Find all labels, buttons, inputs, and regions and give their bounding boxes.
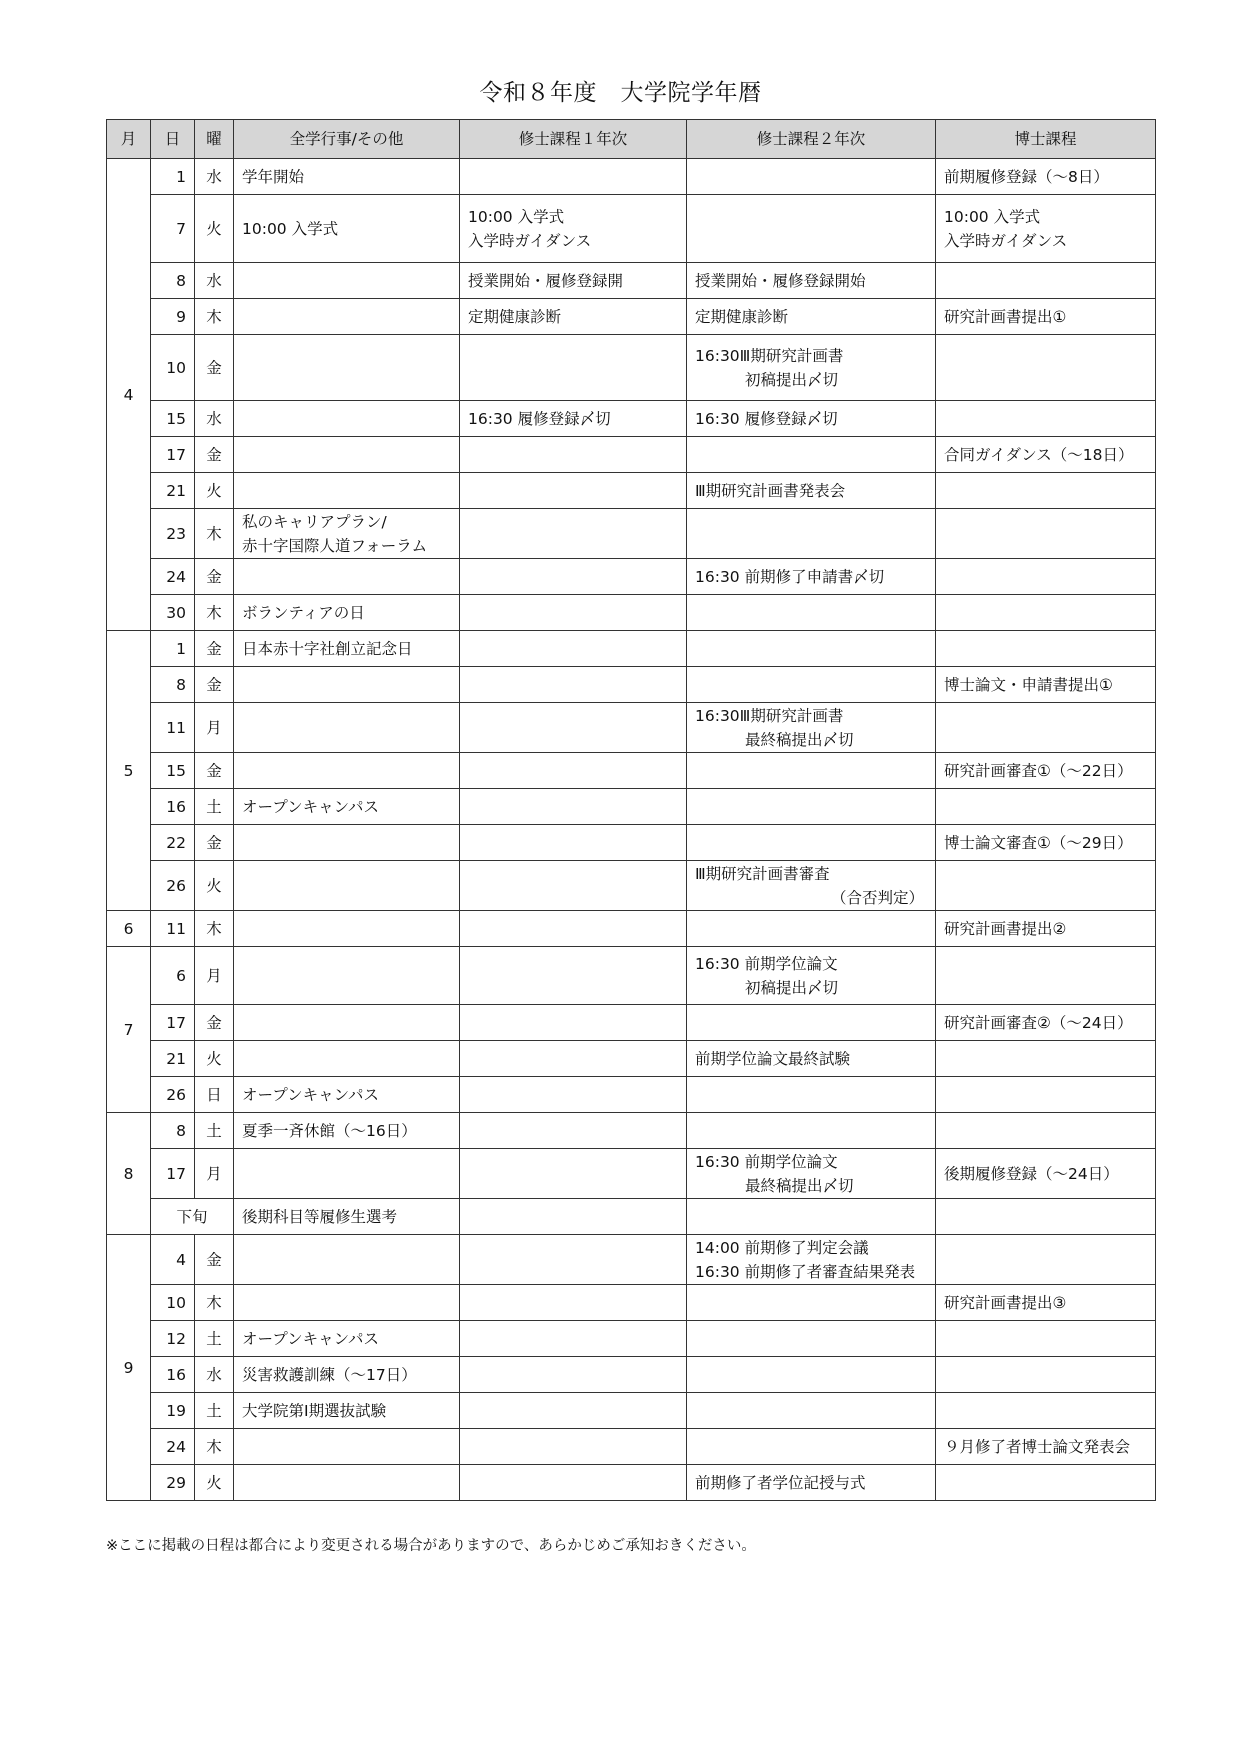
event-cell-university-events <box>234 753 460 789</box>
event-cell-university-events <box>234 631 460 667</box>
event-cell-doctoral <box>936 1429 1156 1465</box>
event-cell-university-events <box>234 509 460 559</box>
month-cell: 9 <box>107 1235 151 1501</box>
event-cell-master-year1 <box>460 1113 687 1149</box>
event-cell-university-events <box>234 861 460 911</box>
event-cell-university-events <box>234 1005 460 1041</box>
event-text: 博士論文審査①（～29日） <box>944 833 1133 852</box>
event-cell-master-year1 <box>460 1149 687 1199</box>
day-cell: 8 <box>151 1113 195 1149</box>
event-cell-master-year1 <box>460 947 687 1005</box>
weekday-cell: 水 <box>195 1357 234 1393</box>
day-cell: 11 <box>151 703 195 753</box>
day-cell: 15 <box>151 401 195 437</box>
event-cell-university-events <box>234 1199 460 1235</box>
event-cell-doctoral <box>936 195 1156 263</box>
table-row <box>107 789 1156 825</box>
table-row <box>107 911 1156 947</box>
event-text: ボランティアの日 <box>242 603 365 622</box>
day-cell: 24 <box>151 1429 195 1465</box>
weekday-cell: 火 <box>195 1465 234 1501</box>
event-cell-university-events <box>234 299 460 335</box>
event-cell-master-year2 <box>687 753 936 789</box>
weekday-cell: 木 <box>195 1285 234 1321</box>
event-cell-master-year2 <box>687 559 936 595</box>
event-cell-master-year1 <box>460 195 687 263</box>
table-row <box>107 335 1156 401</box>
event-cell-master-year1 <box>460 595 687 631</box>
event-text: 授業開始・履修登録開 <box>468 271 624 290</box>
calendar-body <box>107 159 1156 1501</box>
event-cell-university-events <box>234 595 460 631</box>
day-cell: 6 <box>151 947 195 1005</box>
event-text: （合否判定） <box>831 888 925 907</box>
event-text: オープンキャンパス <box>242 1329 380 1348</box>
event-cell-doctoral <box>936 1321 1156 1357</box>
event-cell-doctoral <box>936 263 1156 299</box>
weekday-cell: 水 <box>195 159 234 195</box>
table-row <box>107 195 1156 263</box>
event-text: オープンキャンパス <box>242 797 380 816</box>
event-cell-master-year2 <box>687 299 936 335</box>
day-cell: 16 <box>151 1357 195 1393</box>
day-cell: 15 <box>151 753 195 789</box>
event-cell-master-year1 <box>460 1041 687 1077</box>
weekday-cell: 水 <box>195 263 234 299</box>
event-cell-master-year2 <box>687 1429 936 1465</box>
event-cell-master-year1 <box>460 703 687 753</box>
month-cell: 5 <box>107 631 151 911</box>
event-cell-doctoral <box>936 159 1156 195</box>
day-cell: 24 <box>151 559 195 595</box>
event-text: 研究計画書提出③ <box>944 1293 1067 1312</box>
day-cell: 4 <box>151 1235 195 1285</box>
table-row <box>107 263 1156 299</box>
event-cell-master-year2 <box>687 1465 936 1501</box>
day-cell: 22 <box>151 825 195 861</box>
weekday-cell: 木 <box>195 911 234 947</box>
event-cell-master-year1 <box>460 335 687 401</box>
day-cell: 17 <box>151 1149 195 1199</box>
event-cell-master-year1 <box>460 825 687 861</box>
event-cell-master-year1 <box>460 437 687 473</box>
header-row <box>107 120 1156 159</box>
event-text: 定期健康診断 <box>468 307 562 326</box>
event-cell-university-events <box>234 825 460 861</box>
event-text: 学年開始 <box>242 167 305 186</box>
day-cell: 1 <box>151 159 195 195</box>
event-text: 16:30Ⅲ期研究計画書 <box>695 706 844 725</box>
weekday-cell: 火 <box>195 1041 234 1077</box>
table-row <box>107 947 1156 1005</box>
event-text: 10:00 入学式 <box>944 207 1041 226</box>
event-text: 10:00 入学式 <box>242 219 339 238</box>
day-cell: 16 <box>151 789 195 825</box>
event-text: 16:30 履修登録〆切 <box>695 409 838 428</box>
event-cell-master-year1 <box>460 753 687 789</box>
event-cell-doctoral <box>936 401 1156 437</box>
weekday-cell: 金 <box>195 1005 234 1041</box>
day-cell: 17 <box>151 437 195 473</box>
event-cell-doctoral <box>936 595 1156 631</box>
event-cell-university-events <box>234 1393 460 1429</box>
event-cell-master-year1 <box>460 299 687 335</box>
event-cell-doctoral <box>936 1041 1156 1077</box>
event-cell-master-year2 <box>687 335 936 401</box>
event-cell-master-year1 <box>460 631 687 667</box>
event-cell-university-events <box>234 159 460 195</box>
academic-calendar-table <box>106 119 1156 1501</box>
day-cell: 10 <box>151 1285 195 1321</box>
event-text: 合同ガイダンス（～18日） <box>944 445 1134 464</box>
weekday-cell: 火 <box>195 473 234 509</box>
event-cell-master-year1 <box>460 263 687 299</box>
header-master-year1: 修士課程１年次 <box>460 120 687 159</box>
event-cell-master-year2 <box>687 1321 936 1357</box>
table-row <box>107 861 1156 911</box>
table-row <box>107 825 1156 861</box>
event-cell-university-events <box>234 911 460 947</box>
table-row <box>107 595 1156 631</box>
day-cell: 8 <box>151 667 195 703</box>
event-cell-master-year1 <box>460 789 687 825</box>
event-cell-doctoral <box>936 753 1156 789</box>
event-text: 赤十字国際人道フォーラム <box>242 536 428 555</box>
event-cell-master-year2 <box>687 159 936 195</box>
event-cell-university-events <box>234 1357 460 1393</box>
weekday-cell: 金 <box>195 753 234 789</box>
event-text: 16:30Ⅲ期研究計画書 <box>695 346 844 365</box>
event-cell-master-year2 <box>687 1357 936 1393</box>
event-text: 前期修了者学位記授与式 <box>695 1473 866 1492</box>
table-row <box>107 1199 1156 1235</box>
event-text: 入学時ガイダンス <box>468 231 592 250</box>
event-cell-master-year2 <box>687 1149 936 1199</box>
event-text: 最終稿提出〆切 <box>745 1176 854 1195</box>
event-cell-doctoral <box>936 473 1156 509</box>
event-cell-master-year2 <box>687 631 936 667</box>
event-cell-master-year2 <box>687 703 936 753</box>
event-cell-university-events <box>234 1429 460 1465</box>
event-cell-master-year1 <box>460 861 687 911</box>
weekday-cell: 金 <box>195 825 234 861</box>
event-cell-university-events <box>234 559 460 595</box>
table-row <box>107 1393 1156 1429</box>
weekday-cell: 月 <box>195 1149 234 1199</box>
event-cell-master-year2 <box>687 1077 936 1113</box>
table-row <box>107 1429 1156 1465</box>
day-cell: 21 <box>151 1041 195 1077</box>
table-row <box>107 437 1156 473</box>
table-row <box>107 509 1156 559</box>
event-cell-master-year1 <box>460 1285 687 1321</box>
event-cell-doctoral <box>936 667 1156 703</box>
event-text: 16:30 前期学位論文 <box>695 954 838 973</box>
day-cell: 1 <box>151 631 195 667</box>
event-cell-doctoral <box>936 1005 1156 1041</box>
weekday-cell: 日 <box>195 1077 234 1113</box>
weekday-cell: 土 <box>195 789 234 825</box>
event-cell-university-events <box>234 401 460 437</box>
table-row <box>107 1357 1156 1393</box>
day-cell: 10 <box>151 335 195 401</box>
weekday-cell: 木 <box>195 299 234 335</box>
table-row <box>107 401 1156 437</box>
event-cell-doctoral <box>936 1199 1156 1235</box>
event-cell-doctoral <box>936 1113 1156 1149</box>
day-cell: 19 <box>151 1393 195 1429</box>
table-row <box>107 1113 1156 1149</box>
day-cell: 17 <box>151 1005 195 1041</box>
event-text: 初稿提出〆切 <box>745 370 839 389</box>
weekday-cell: 土 <box>195 1321 234 1357</box>
weekday-cell: 金 <box>195 631 234 667</box>
day-cell: 29 <box>151 1465 195 1501</box>
event-text: 夏季一斉休館（～16日） <box>242 1121 417 1140</box>
event-text: 16:30 前期修了申請書〆切 <box>695 567 885 586</box>
event-cell-master-year1 <box>460 1005 687 1041</box>
event-cell-university-events <box>234 1235 460 1285</box>
weekday-cell: 金 <box>195 437 234 473</box>
event-cell-master-year2 <box>687 825 936 861</box>
event-text: 16:30 前期修了者審査結果発表 <box>695 1262 916 1281</box>
event-cell-doctoral <box>936 1235 1156 1285</box>
event-cell-university-events <box>234 667 460 703</box>
event-cell-doctoral <box>936 789 1156 825</box>
event-text: 研究計画審査②（～24日） <box>944 1013 1133 1032</box>
event-text: 後期科目等履修生選考 <box>242 1207 398 1226</box>
event-text: Ⅲ期研究計画書審査 <box>695 864 830 883</box>
header-university-events: 全学行事/その他 <box>234 120 460 159</box>
event-text: 授業開始・履修登録開始 <box>695 271 866 290</box>
event-cell-master-year1 <box>460 1393 687 1429</box>
weekday-cell: 木 <box>195 509 234 559</box>
weekday-cell: 木 <box>195 595 234 631</box>
event-cell-university-events <box>234 437 460 473</box>
event-cell-doctoral <box>936 703 1156 753</box>
day-cell: 9 <box>151 299 195 335</box>
event-cell-master-year2 <box>687 667 936 703</box>
event-cell-doctoral <box>936 631 1156 667</box>
event-text: 10:00 入学式 <box>468 207 565 226</box>
event-cell-master-year2 <box>687 401 936 437</box>
weekday-cell: 火 <box>195 195 234 263</box>
event-cell-master-year2 <box>687 911 936 947</box>
event-cell-master-year1 <box>460 1357 687 1393</box>
event-cell-university-events <box>234 1149 460 1199</box>
event-cell-doctoral <box>936 559 1156 595</box>
table-row <box>107 753 1156 789</box>
table-row <box>107 703 1156 753</box>
table-row <box>107 1285 1156 1321</box>
event-cell-university-events <box>234 1113 460 1149</box>
event-cell-university-events <box>234 335 460 401</box>
footnote: ※ここに掲載の日程は都合により変更される場合がありますので、あらかじめご承知おきください。 <box>106 1538 756 1554</box>
event-cell-university-events <box>234 1465 460 1501</box>
event-text: 後期履修登録（～24日） <box>944 1164 1119 1183</box>
event-cell-university-events <box>234 789 460 825</box>
event-cell-master-year1 <box>460 159 687 195</box>
weekday-cell: 月 <box>195 703 234 753</box>
event-cell-master-year1 <box>460 1077 687 1113</box>
event-text: 最終稿提出〆切 <box>745 730 854 749</box>
event-cell-doctoral <box>936 437 1156 473</box>
event-text: 前期学位論文最終試験 <box>695 1049 851 1068</box>
weekday-cell: 金 <box>195 667 234 703</box>
event-cell-master-year2 <box>687 437 936 473</box>
event-text: 16:30 前期学位論文 <box>695 1152 838 1171</box>
page-title: 令和８年度 大学院学年暦 <box>479 80 762 106</box>
event-text: 研究計画書提出② <box>944 919 1067 938</box>
event-text: 前期履修登録（～8日） <box>944 167 1109 186</box>
event-cell-master-year1 <box>460 1429 687 1465</box>
header-doctoral: 博士課程 <box>936 120 1156 159</box>
event-text: 入学時ガイダンス <box>944 231 1068 250</box>
event-cell-university-events <box>234 263 460 299</box>
event-text: 研究計画書提出① <box>944 307 1067 326</box>
event-cell-doctoral <box>936 1465 1156 1501</box>
table-row <box>107 1321 1156 1357</box>
table-row <box>107 1041 1156 1077</box>
event-cell-university-events <box>234 473 460 509</box>
event-cell-master-year2 <box>687 263 936 299</box>
event-cell-doctoral <box>936 911 1156 947</box>
event-text: オープンキャンパス <box>242 1085 380 1104</box>
event-cell-master-year2 <box>687 195 936 263</box>
event-cell-master-year1 <box>460 1465 687 1501</box>
event-cell-master-year1 <box>460 1321 687 1357</box>
weekday-cell: 金 <box>195 559 234 595</box>
weekday-cell: 水 <box>195 401 234 437</box>
month-cell: 6 <box>107 911 151 947</box>
table-row <box>107 159 1156 195</box>
event-cell-master-year2 <box>687 1005 936 1041</box>
event-text: 14:00 前期修了判定会議 <box>695 1238 869 1257</box>
day-cell: 11 <box>151 911 195 947</box>
table-row <box>107 1077 1156 1113</box>
event-cell-master-year2 <box>687 1199 936 1235</box>
event-cell-master-year2 <box>687 473 936 509</box>
event-cell-doctoral <box>936 861 1156 911</box>
event-cell-university-events <box>234 1077 460 1113</box>
event-cell-doctoral <box>936 1077 1156 1113</box>
day-cell: 30 <box>151 595 195 631</box>
table-row <box>107 299 1156 335</box>
day-cell: 26 <box>151 861 195 911</box>
event-text: 私のキャリアプラン/ <box>242 512 387 531</box>
weekday-cell: 月 <box>195 947 234 1005</box>
month-cell: 4 <box>107 159 151 631</box>
header-month: 月 <box>107 120 151 159</box>
header-master-year2: 修士課程２年次 <box>687 120 936 159</box>
event-cell-master-year2 <box>687 1113 936 1149</box>
event-cell-university-events <box>234 1041 460 1077</box>
table-row <box>107 667 1156 703</box>
event-cell-master-year1 <box>460 911 687 947</box>
event-cell-master-year1 <box>460 559 687 595</box>
event-cell-university-events <box>234 947 460 1005</box>
event-text: 研究計画審査①（～22日） <box>944 761 1133 780</box>
event-text: ９月修了者博士論文発表会 <box>944 1437 1131 1456</box>
event-cell-doctoral <box>936 825 1156 861</box>
event-cell-doctoral <box>936 335 1156 401</box>
event-cell-master-year1 <box>460 1199 687 1235</box>
event-cell-university-events <box>234 1321 460 1357</box>
event-cell-doctoral <box>936 1149 1156 1199</box>
event-cell-master-year2 <box>687 1041 936 1077</box>
day-cell: 26 <box>151 1077 195 1113</box>
table-row <box>107 631 1156 667</box>
day-cell: 23 <box>151 509 195 559</box>
event-text: 大学院第Ⅰ期選抜試験 <box>242 1401 387 1420</box>
header-day: 日 <box>151 120 195 159</box>
event-cell-master-year1 <box>460 667 687 703</box>
day-cell: 7 <box>151 195 195 263</box>
weekday-cell: 木 <box>195 1429 234 1465</box>
event-text: 初稿提出〆切 <box>745 978 839 997</box>
table-row <box>107 1149 1156 1199</box>
weekday-cell: 土 <box>195 1393 234 1429</box>
header-weekday: 曜 <box>195 120 234 159</box>
event-cell-master-year1 <box>460 1235 687 1285</box>
event-text: 日本赤十字社創立記念日 <box>242 639 413 658</box>
event-cell-master-year2 <box>687 1393 936 1429</box>
event-cell-master-year1 <box>460 401 687 437</box>
event-text: Ⅲ期研究計画書発表会 <box>695 481 846 500</box>
event-cell-university-events <box>234 703 460 753</box>
weekday-cell: 土 <box>195 1113 234 1149</box>
event-cell-doctoral <box>936 509 1156 559</box>
event-cell-master-year2 <box>687 789 936 825</box>
event-cell-master-year2 <box>687 947 936 1005</box>
day-cell: 12 <box>151 1321 195 1357</box>
event-cell-university-events <box>234 195 460 263</box>
weekday-cell: 火 <box>195 861 234 911</box>
event-cell-doctoral <box>936 299 1156 335</box>
day-range-cell: 下旬 <box>151 1199 234 1235</box>
event-text: 16:30 履修登録〆切 <box>468 409 611 428</box>
event-cell-doctoral <box>936 947 1156 1005</box>
event-cell-doctoral <box>936 1357 1156 1393</box>
event-cell-master-year1 <box>460 473 687 509</box>
event-text: 定期健康診断 <box>695 307 789 326</box>
event-cell-doctoral <box>936 1285 1156 1321</box>
day-cell: 21 <box>151 473 195 509</box>
event-cell-university-events <box>234 1285 460 1321</box>
event-cell-master-year2 <box>687 1285 936 1321</box>
table-row <box>107 1005 1156 1041</box>
table-row <box>107 1235 1156 1285</box>
event-cell-master-year2 <box>687 1235 936 1285</box>
event-cell-master-year2 <box>687 595 936 631</box>
event-cell-master-year2 <box>687 509 936 559</box>
table-row <box>107 473 1156 509</box>
table-row <box>107 1465 1156 1501</box>
event-cell-doctoral <box>936 1393 1156 1429</box>
weekday-cell: 金 <box>195 335 234 401</box>
month-cell: 7 <box>107 947 151 1113</box>
event-text: 博士論文・申請書提出① <box>944 675 1113 694</box>
event-cell-master-year2 <box>687 861 936 911</box>
event-cell-master-year1 <box>460 509 687 559</box>
weekday-cell: 金 <box>195 1235 234 1285</box>
table-row <box>107 559 1156 595</box>
month-cell: 8 <box>107 1113 151 1235</box>
event-text: 災害救護訓練（～17日） <box>242 1365 417 1384</box>
day-cell: 8 <box>151 263 195 299</box>
